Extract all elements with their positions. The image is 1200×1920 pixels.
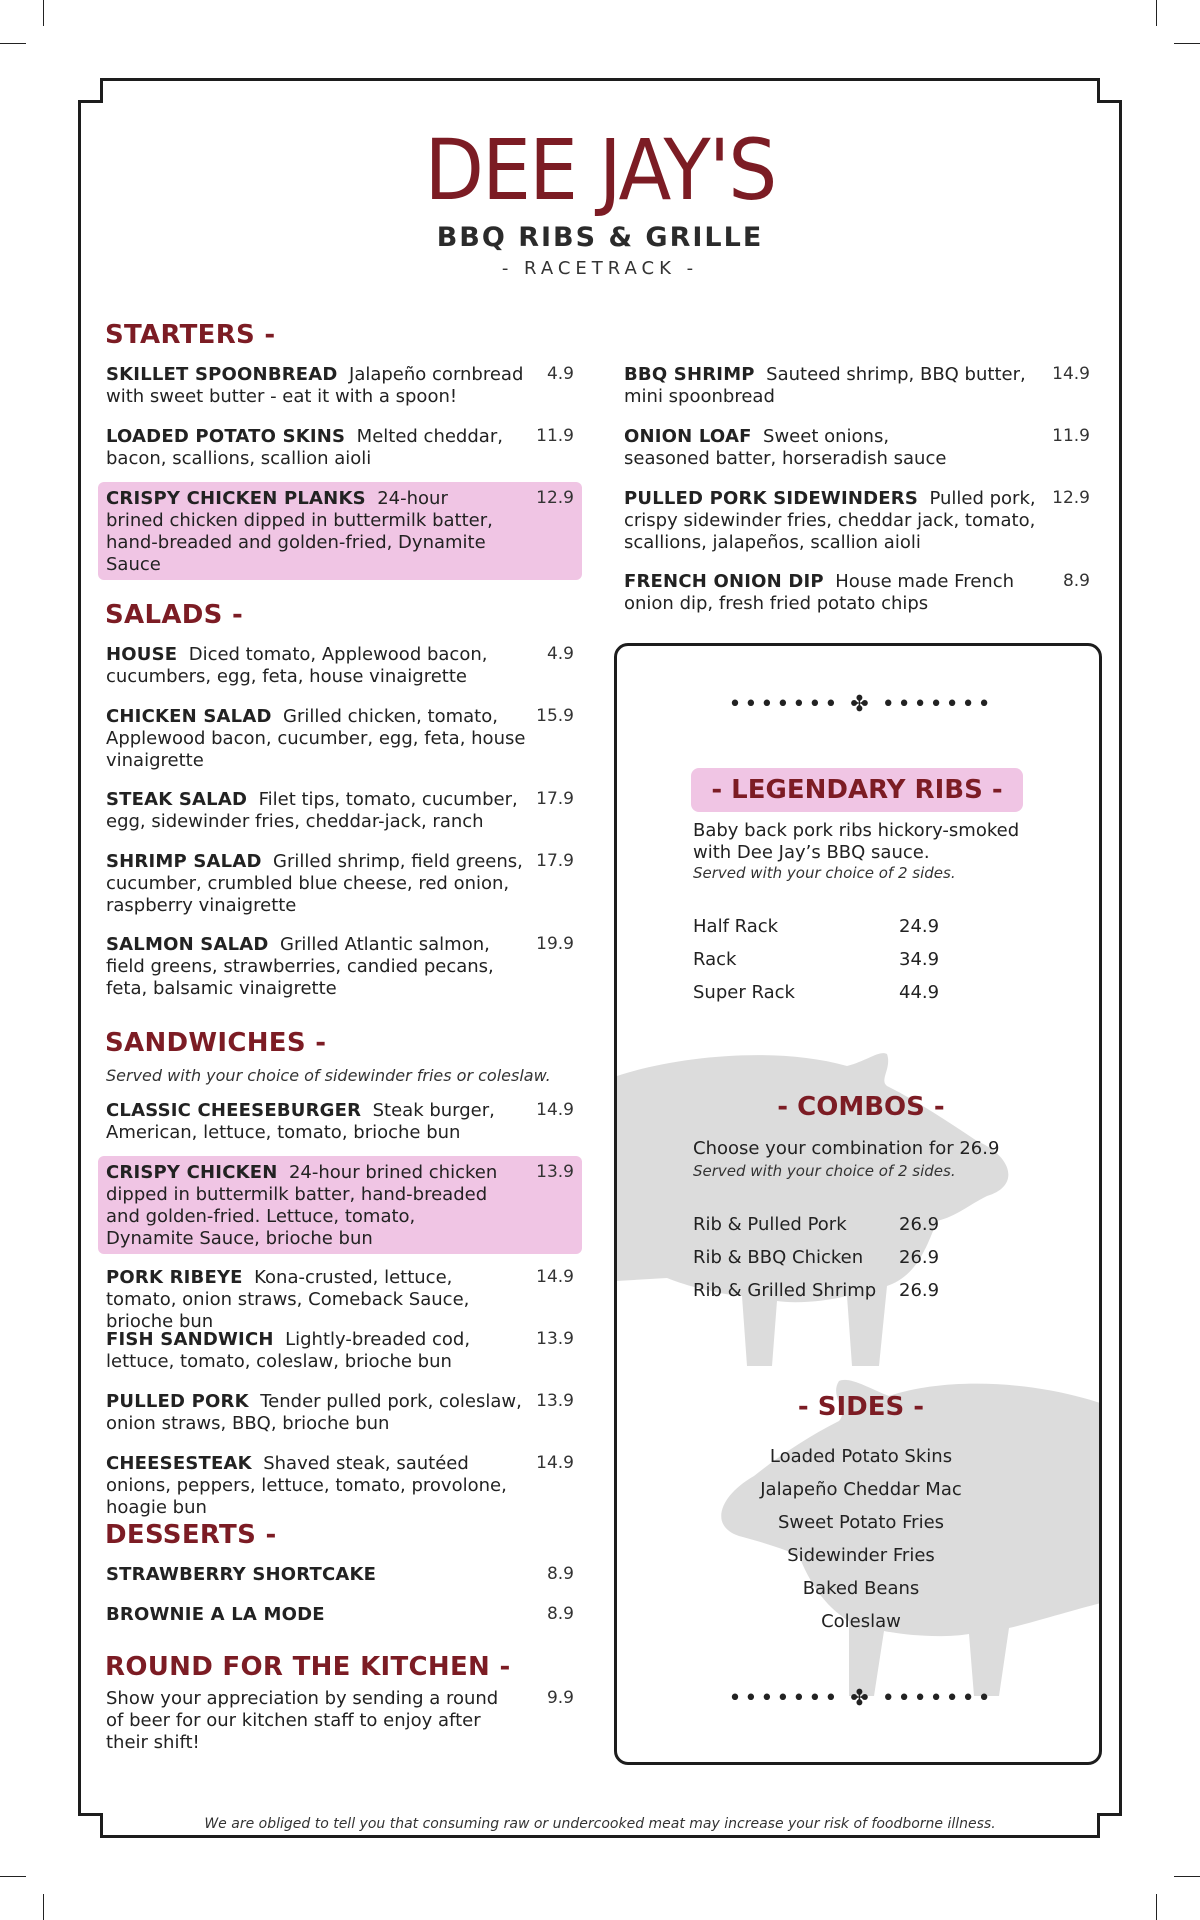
menu-item: STRAWBERRY SHORTCAKE (106, 1564, 377, 1585)
menu-item-price: 14.9 (1052, 364, 1090, 384)
menu-item: FRENCH ONION DIP House made French onion dip, fresh fried potato chips (624, 571, 1015, 614)
menu-item: SALMON SALAD Grilled Atlantic salmon, field greens, strawberries, candied pecans, feta, balsamic vinaigrette (106, 934, 494, 999)
ribs-note: Served with your choice of 2 sides. (693, 864, 956, 882)
menu-item-price: 4.9 (546, 364, 574, 384)
combos-heading: - COMBOS - (777, 1092, 945, 1122)
ornament-divider: ••••••• ✤ ••••••• (728, 1686, 994, 1711)
menu-item: PULLED PORK SIDEWINDERS Pulled pork, crispy sidewinder fries, cheddar jack, tomato, scallions, jalapeños, scallion aioli (624, 488, 1036, 553)
crop-mark (43, 0, 44, 26)
combo-row-price: 26.9 (899, 1214, 940, 1235)
section-heading-sandwiches: SANDWICHES - (105, 1028, 327, 1058)
ribs-description: Baby back pork ribs hickory-smoked with Dee Jay’s BBQ sauce. (693, 820, 1020, 863)
section-heading-desserts: DESSERTS - (105, 1520, 277, 1550)
menu-item-price: 14.9 (536, 1453, 574, 1473)
crop-mark (0, 43, 26, 44)
crop-mark (1156, 0, 1157, 26)
menu-item-price: 8.9 (546, 1564, 574, 1584)
ribs-row-label: Super Rack (693, 982, 795, 1003)
side-item: Jalapeño Cheddar Mac (760, 1479, 962, 1500)
crop-mark (1174, 43, 1200, 44)
side-item: Coleslaw (821, 1611, 901, 1632)
menu-item: SHRIMP SALAD Grilled shrimp, field greens, cucumber, crumbled blue cheese, red onion, raspberry vinaigrette (106, 851, 523, 916)
side-item: Loaded Potato Skins (769, 1446, 953, 1467)
menu-item: CHICKEN SALAD Grilled chicken, tomato, Applewood bacon, cucumber, egg, feta, house vinaigrette (106, 706, 526, 771)
sides-heading: - SIDES - (797, 1392, 925, 1422)
menu-item-price: 17.9 (536, 851, 574, 871)
menu-item: LOADED POTATO SKINS Melted cheddar, bacon, scallions, scallion aioli (106, 426, 503, 469)
menu-item: CRISPY CHICKEN 24-hour brined chicken dipped in buttermilk batter, hand-breaded and golden-fried. Lettuce, tomato, Dynamite Sauce, brioche bun (106, 1162, 498, 1249)
menu-item: FISH SANDWICH Lightly-breaded cod, lettuce, tomato, coleslaw, brioche bun (106, 1329, 471, 1372)
food-safety-disclaimer: We are obliged to tell you that consuming raw or undercooked meat may increase your risk of foodborne illness. (204, 1816, 996, 1832)
menu-item-price: 11.9 (536, 426, 574, 446)
menu-item: CLASSIC CHEESEBURGER Steak burger, American, lettuce, tomato, brioche bun (106, 1100, 495, 1143)
combo-row-label: Rib & BBQ Chicken (693, 1247, 864, 1268)
menu-item-price: 14.9 (536, 1267, 574, 1287)
side-item: Sweet Potato Fries (777, 1512, 945, 1533)
ribs-row-price: 34.9 (899, 949, 940, 970)
sandwiches-note: Served with your choice of sidewinder fries or coleslaw. (106, 1066, 551, 1085)
crop-mark (1156, 1894, 1157, 1920)
ribs-row-label: Half Rack (693, 916, 779, 937)
menu-item: SKILLET SPOONBREAD Jalapeño cornbread with sweet butter - eat it with a spoon! (106, 364, 524, 407)
ornament-divider: ••••••• ✤ ••••••• (728, 692, 994, 717)
menu-item-price: 14.9 (536, 1100, 574, 1120)
combo-row-price: 26.9 (899, 1247, 940, 1268)
menu-item-price: 17.9 (536, 789, 574, 809)
section-heading-starters: STARTERS - (105, 320, 276, 350)
combos-note: Served with your choice of 2 sides. (693, 1162, 956, 1180)
menu-item-price: 11.9 (1052, 426, 1090, 446)
menu-item-price: 8.9 (546, 1604, 574, 1624)
section-heading-kitchen: ROUND FOR THE KITCHEN - (105, 1652, 511, 1682)
combo-row-label: Rib & Grilled Shrimp (693, 1280, 877, 1301)
menu-item-price: 12.9 (536, 488, 574, 508)
brand-subtitle: BBQ RIBS & GRILLE (436, 222, 764, 253)
side-item: Sidewinder Fries (787, 1545, 935, 1566)
section-heading-salads: SALADS - (105, 600, 244, 630)
menu-item-price: 13.9 (536, 1162, 574, 1182)
menu-item: PORK RIBEYE Kona-crusted, lettuce, tomato, onion straws, Comeback Sauce, brioche bun (106, 1267, 470, 1332)
featured-box (614, 643, 1102, 1765)
ribs-row-price: 44.9 (899, 982, 940, 1003)
menu-item-price: 13.9 (536, 1329, 574, 1349)
crop-mark (1174, 1876, 1200, 1877)
side-item: Baked Beans (802, 1578, 920, 1599)
menu-item-price: 13.9 (536, 1391, 574, 1411)
crop-mark (43, 1894, 44, 1920)
menu-item: STEAK SALAD Filet tips, tomato, cucumber, egg, sidewinder fries, cheddar-jack, ranch (106, 789, 518, 832)
combo-row-price: 26.9 (899, 1280, 940, 1301)
menu-item: ONION LOAF Sweet onions, seasoned batter, horseradish sauce (624, 426, 947, 469)
ribs-row-price: 24.9 (899, 916, 940, 937)
brand-logo: DEE JAY'S (424, 121, 776, 219)
menu-item: CRISPY CHICKEN PLANKS 24-hour brined chicken dipped in buttermilk batter, hand-breaded and golden-fried, Dynamite Sauce (106, 488, 493, 575)
crop-mark (0, 1876, 26, 1877)
menu-item-price: 4.9 (546, 644, 574, 664)
ribs-heading: - LEGENDARY RIBS - (691, 768, 1023, 812)
menu-item: CHEESESTEAK Shaved steak, sautéed onions, peppers, lettuce, tomato, provolone, hoagie bun (106, 1453, 507, 1518)
menu-item-price: 12.9 (1052, 488, 1090, 508)
kitchen-description: Show your appreciation by sending a round of beer for our kitchen staff to enjoy after their shift! (106, 1688, 499, 1753)
combo-row-label: Rib & Pulled Pork (693, 1214, 847, 1235)
menu-item-price: 9.9 (546, 1688, 574, 1708)
menu-item: HOUSE Diced tomato, Applewood bacon, cucumbers, egg, feta, house vinaigrette (106, 644, 488, 687)
ribs-row-label: Rack (693, 949, 737, 970)
menu-item-price: 8.9 (1062, 571, 1090, 591)
combos-description: Choose your combination for 26.9 (693, 1138, 1000, 1159)
menu-item: BBQ SHRIMP Sauteed shrimp, BBQ butter, mini spoonbread (624, 364, 1026, 407)
menu-item-price: 19.9 (536, 934, 574, 954)
brand-location: - RACETRACK - (501, 258, 699, 279)
menu-item-price: 15.9 (536, 706, 574, 726)
menu-item: BROWNIE A LA MODE (106, 1604, 325, 1625)
menu-item: PULLED PORK Tender pulled pork, coleslaw, onion straws, BBQ, brioche bun (106, 1391, 522, 1434)
